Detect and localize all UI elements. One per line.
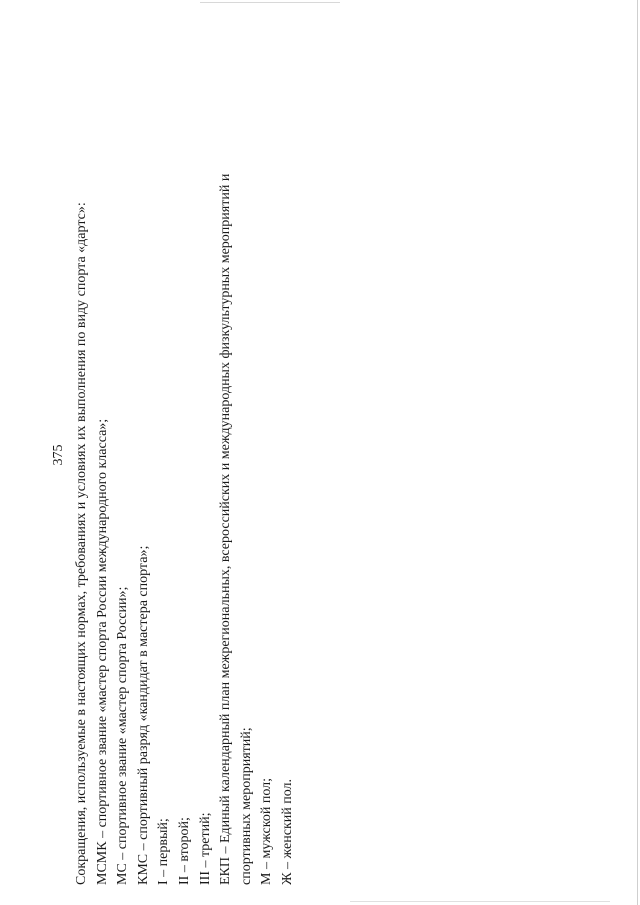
- abbreviation-iii: III – третий;: [197, 812, 213, 885]
- intro-line: Сокращения, используемые в настоящих нормах, требованиях и условиях их выполнения по виду спорта «дартс»:: [74, 202, 89, 885]
- page-number: 375: [51, 444, 66, 466]
- abbreviation-ekp: ЕКП – Единый календарный план межрегиональных, всероссийских и международных физкультурных мероприятий и: [218, 173, 234, 885]
- abbreviation-ekp-continued: спортивных мероприятий;: [238, 727, 254, 885]
- abbreviation-ms: МС – спортивное звание «мастер спорта России»;: [115, 586, 131, 885]
- rotated-text-block: [50, 25, 310, 885]
- abbreviations-list: [72, 25, 299, 885]
- abbreviation-msmk: МСМК – спортивное звание «мастер спорта России международного класса»;: [94, 418, 110, 885]
- scan-edge: [350, 901, 610, 902]
- abbreviation-ii: II – второй;: [176, 817, 192, 885]
- abbreviation-i: I – первый;: [156, 818, 172, 885]
- scan-edge: [200, 2, 340, 3]
- abbreviation-zh: Ж – женский пол.: [279, 778, 295, 885]
- abbreviation-m: М – мужской пол;: [259, 777, 275, 885]
- abbreviation-kms: КМС – спортивный разряд «кандидат в мастера спорта»;: [135, 545, 151, 885]
- scan-edge: [637, 0, 638, 905]
